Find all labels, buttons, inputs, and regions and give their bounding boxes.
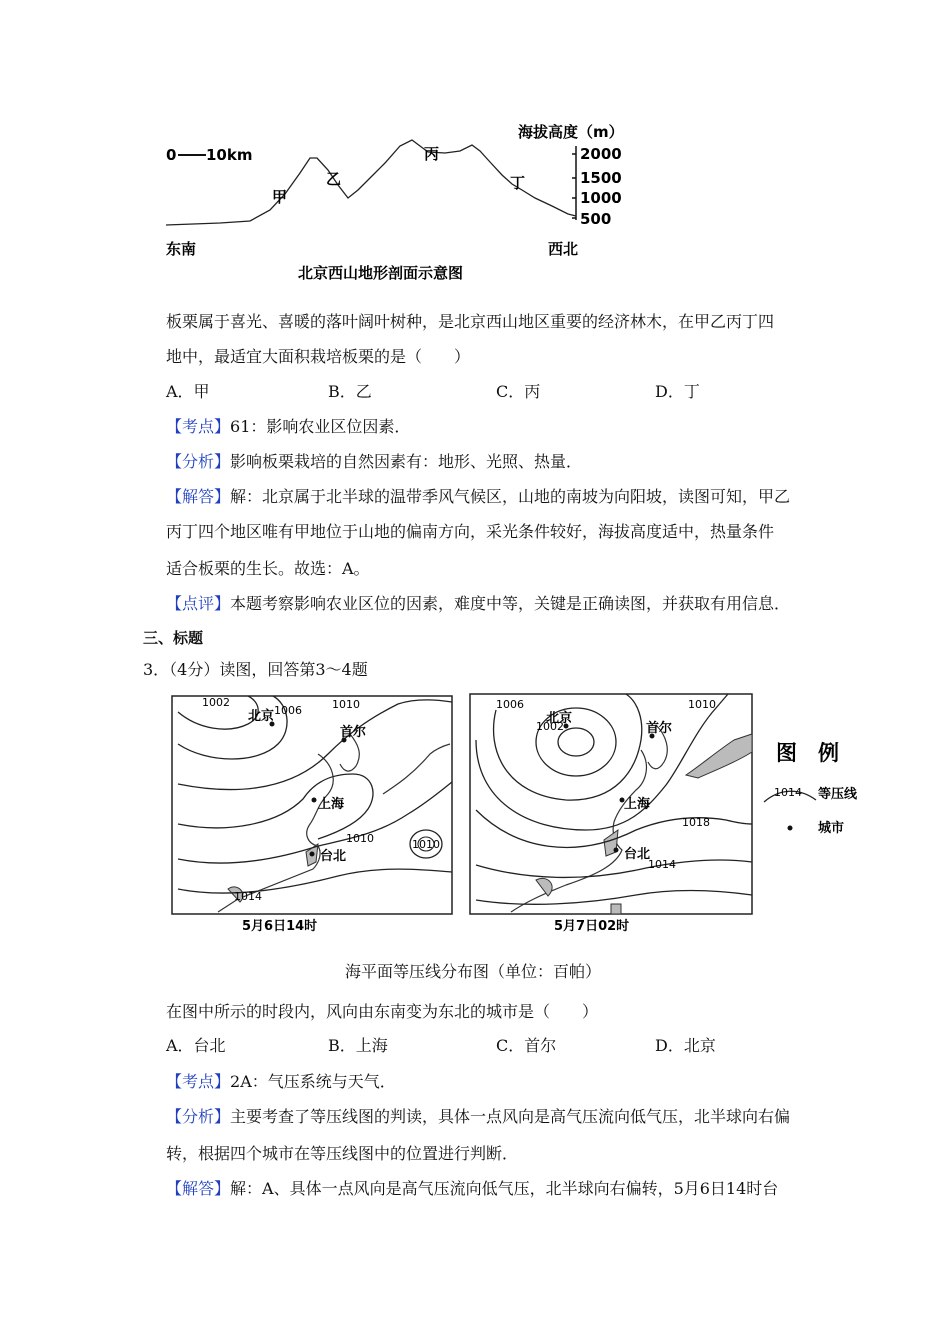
q3-kaodian (166, 1072, 396, 1092)
city-dot (310, 852, 315, 857)
isobar-label: 1010 (346, 832, 374, 845)
isobar-label: 1018 (682, 816, 710, 829)
map1-time: 5月6日14时 (242, 919, 318, 934)
kaodian-text: 61：影响农业区位因素． (230, 417, 411, 436)
jieda-text: 解：A、具体一点风向是高气压流向低气压，北半球向右偏转，5月6日14时台 (230, 1179, 779, 1198)
isobar-label: 1002 (202, 696, 230, 709)
direction-southeast: 东南 (166, 240, 197, 258)
city-dot (312, 798, 317, 803)
kaodian-text: 2A：气压系统与天气． (230, 1072, 396, 1091)
city-beijing: 北京 (546, 711, 573, 726)
point-bing: 丙 (424, 145, 440, 163)
kaodian-tag: 【考点】 (166, 1072, 231, 1091)
q3-option-c[interactable]: C．首尔 (496, 1036, 557, 1055)
altitude-tick-500: 500 (580, 210, 612, 228)
q2-jieda-line1 (166, 487, 790, 507)
city-taipei: 台北 (624, 847, 651, 862)
q2-jieda-line3: 适合板栗的生长。故选：A。 (166, 559, 370, 578)
q2-stem-line1: 板栗属于喜光、喜暖的落叶阔叶树种，是北京西山地区重要的经济林木，在甲乙丙丁四 (166, 312, 775, 331)
q3-fenxi-line1 (166, 1107, 790, 1127)
isobar-label: 1002 (536, 720, 564, 733)
q2-dianping (166, 594, 790, 614)
fenxi-text: 主要考查了等压线图的判读，具体一点风向是高气压流向低气压，北半球向右偏 (230, 1107, 791, 1126)
q3-header: 3．（4分）读图，回答第3～4题 (143, 660, 368, 679)
city-seoul: 首尔 (340, 725, 367, 740)
q3-jieda-line1 (166, 1179, 778, 1199)
q3-fenxi-line2: 转，根据四个城市在等压线图中的位置进行判断． (166, 1144, 519, 1163)
legend-city-symbol (788, 826, 793, 831)
point-yi: 乙 (326, 170, 342, 188)
isobar-label: 1010 (332, 698, 360, 711)
terrain-profile-figure (160, 118, 640, 288)
q2-option-b[interactable]: B．乙 (328, 382, 372, 401)
kaodian-tag: 【考点】 (166, 417, 231, 436)
jieda-tag: 【解答】 (166, 1179, 231, 1198)
legend-isobar-value: 1014 (774, 786, 802, 799)
isobar-map-2 (466, 690, 758, 934)
altitude-title: 海拔高度（m） (518, 123, 624, 141)
scale-zero: 0 (166, 146, 177, 164)
altitude-tick-2000: 2000 (580, 145, 622, 163)
legend-city-label: 城市 (818, 821, 845, 836)
point-jia: 甲 (272, 188, 288, 206)
q2-option-c[interactable]: C．丙 (496, 382, 541, 401)
profile-caption: 北京西山地形剖面示意图 (298, 264, 464, 282)
q2-fenxi (166, 452, 582, 472)
dianping-tag: 【点评】 (166, 594, 231, 613)
q2-kaodian (166, 417, 410, 437)
jieda-text: 解：北京属于北半球的温带季风气候区，山地的南坡为向阳坡，读图可知，甲乙 (230, 487, 791, 506)
city-beijing: 北京 (248, 709, 275, 724)
isobar-label: 1010 (412, 838, 440, 851)
isobar-label: 1010 (688, 698, 716, 711)
isobar-label: 1014 (648, 858, 676, 871)
legend-title: 图 例 (776, 741, 839, 765)
q3-stem: 在图中所示的时段内，风向由东南变为东北的城市是（ ） (166, 1002, 599, 1021)
isobar-label: 1006 (496, 698, 524, 711)
q3-option-a[interactable]: A．台北 (166, 1036, 226, 1055)
altitude-tick-1000: 1000 (580, 189, 622, 207)
dianping-text: 本题考察影响农业区位的因素，难度中等，关键是正确读图，并获取有用信息． (230, 594, 791, 613)
q2-jieda-line2: 丙丁四个地区唯有甲地位于山地的偏南方向，采光条件较好，海拔高度适中，热量条件 (166, 522, 775, 541)
city-shanghai: 上海 (624, 797, 651, 812)
isobar-label: 1014 (234, 890, 262, 903)
q2-option-a[interactable]: A．甲 (166, 382, 210, 401)
isobar-label: 1006 (274, 704, 302, 717)
fenxi-tag: 【分析】 (166, 1107, 231, 1126)
map-legend (760, 732, 870, 842)
q3-option-d[interactable]: D．北京 (655, 1036, 716, 1055)
q2-stem-line2: 地中，最适宜大面积栽培板栗的是（ ） (166, 347, 471, 366)
fenxi-tag: 【分析】 (166, 452, 231, 471)
q3-option-b[interactable]: B．上海 (328, 1036, 388, 1055)
legend-isobar-label: 等压线 (818, 787, 858, 802)
city-seoul: 首尔 (646, 721, 673, 736)
city-dot (614, 848, 619, 853)
city-taipei: 台北 (320, 849, 347, 864)
direction-northwest: 西北 (548, 240, 579, 258)
section-title: 三、标题 (143, 629, 204, 647)
fenxi-text: 影响板栗栽培的自然因素有：地形、光照、热量． (230, 452, 583, 471)
isobar-map-1 (168, 694, 458, 934)
altitude-tick-1500: 1500 (580, 169, 622, 187)
q2-option-d[interactable]: D．丁 (655, 382, 700, 401)
jieda-tag: 【解答】 (166, 487, 231, 506)
point-ding: 丁 (510, 174, 526, 192)
map2-time: 5月7日02时 (554, 919, 630, 934)
map-caption: 海平面等压线分布图（单位：百帕） (345, 962, 602, 981)
scale-distance: 10km (206, 146, 253, 164)
city-shanghai: 上海 (318, 797, 345, 812)
